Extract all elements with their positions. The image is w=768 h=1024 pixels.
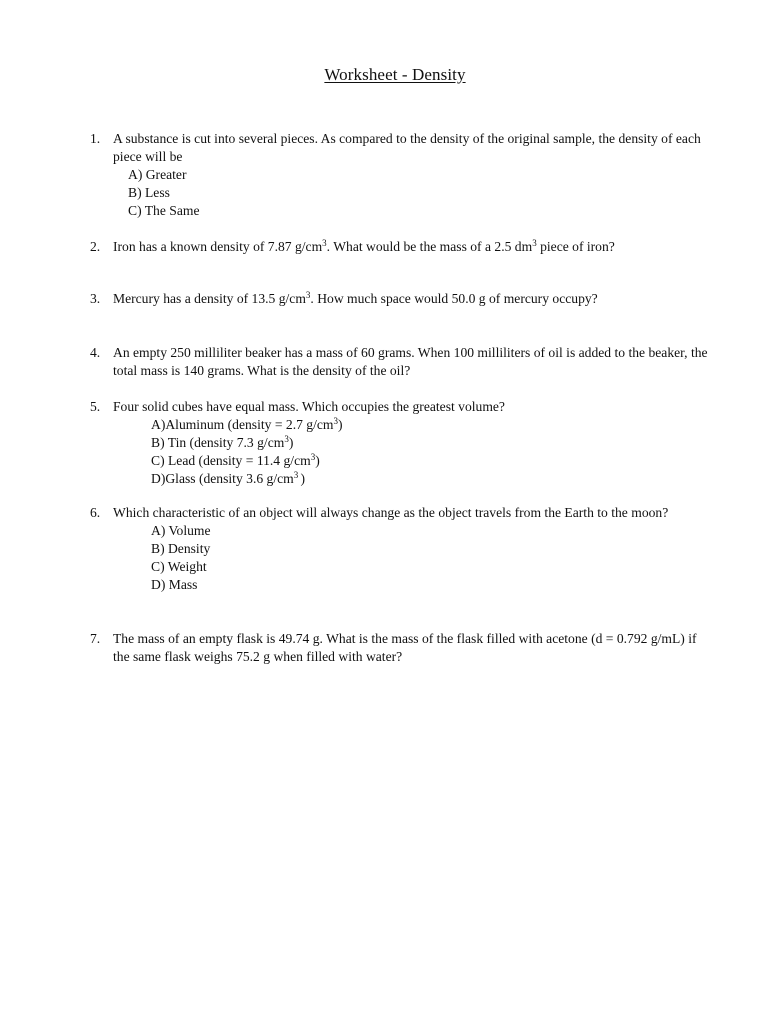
superscript: 3 [532, 238, 537, 248]
answer-options [151, 522, 710, 594]
question-text: Which characteristic of an object will always change as the object travels from the Earth to the moon? [113, 505, 669, 520]
page-title: Worksheet - Density [324, 65, 466, 84]
question-text: A substance is cut into several pieces. As compared to the density of the original sample, the density of each piece will be [113, 131, 701, 164]
answer-option: D)Glass (density 3.6 $g/cm^3$ ) [151, 470, 305, 486]
answer-option: B) Density [151, 541, 211, 556]
answer-option: A) Volume [151, 523, 211, 538]
answer-option: A)Aluminum (density = 2.7 $g/cm^3$) [151, 416, 343, 432]
question-2 [90, 238, 710, 256]
answer-options [151, 416, 710, 488]
question-number: 7. [90, 631, 101, 646]
superscript: 3 [305, 290, 311, 300]
answer-option: A) Greater [128, 167, 187, 182]
question-text: The mass of an empty flask is 49.74 g. What is the mass of the flask filled with acetone (d = 0.792 g/mL) if the same flask weighs 75.2 g when filled with water? [113, 631, 697, 664]
answer-option: C) The Same [128, 203, 200, 218]
superscript: 3 [322, 238, 327, 248]
question-text: Four solid cubes have equal mass. Which occupies the greatest volume? [113, 399, 505, 414]
answer-option: B) Tin (density 7.3 $g/cm^3$) [151, 434, 294, 450]
question-number: 4. [90, 345, 101, 360]
question-number: 6. [90, 505, 101, 520]
question-number: 3. [90, 291, 101, 306]
question-1 [90, 130, 710, 220]
question-7 [90, 630, 710, 666]
question-text: Iron has a known density of 7.87 $g/cm^3$. What would be the mass of a 2.5 $dm^3$ piece of iron? [113, 238, 615, 254]
question-text: An empty 250 milliliter beaker has a mass of 60 grams. When 100 milliliters of oil is added to the beaker, the total mass is 140 grams. What is the density of the oil? [113, 345, 708, 378]
question-6 [90, 504, 710, 594]
question-number: 5. [90, 399, 101, 414]
question-number: 1. [90, 131, 101, 146]
question-text: Mercury has a density of 13.5 $g/cm^3$. How much space would 50.0 g of mercury occupy? [113, 290, 598, 306]
question-4 [90, 344, 710, 380]
question-3 [90, 290, 710, 308]
answer-option: C) Weight [151, 559, 207, 574]
answer-options [128, 166, 710, 220]
answer-option: B) Less [128, 185, 170, 200]
question-5 [90, 398, 710, 488]
answer-option: C) Lead (density = 11.4 $g/cm^3$) [151, 452, 320, 468]
question-number: 2. [90, 239, 101, 254]
answer-option: D) Mass [151, 577, 198, 592]
